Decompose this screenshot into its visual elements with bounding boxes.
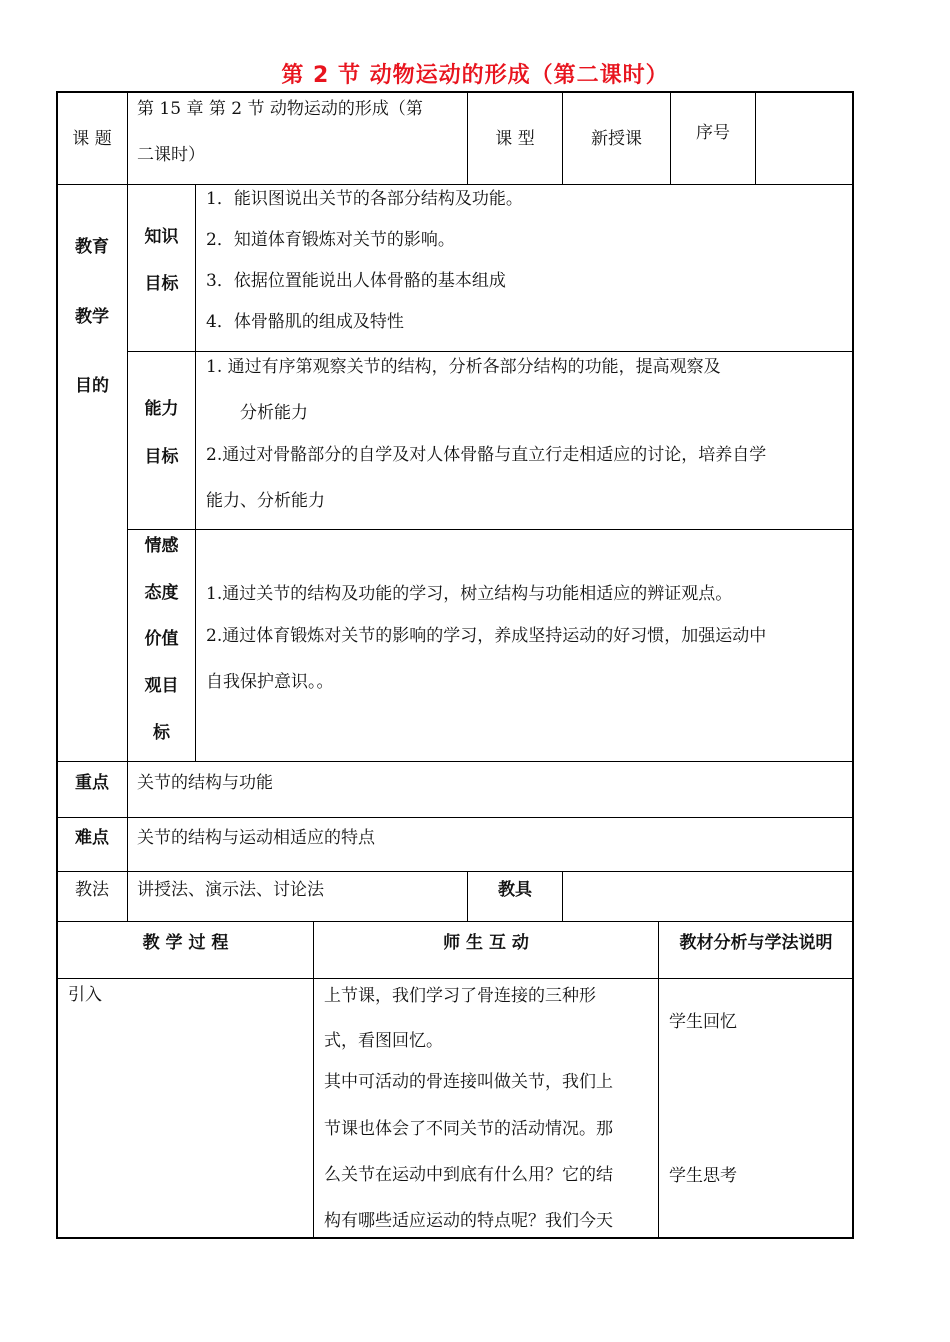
objectives-group-label: 教学 — [75, 307, 109, 327]
row-divider — [57, 761, 853, 762]
difficulty-label: 难点 — [75, 828, 109, 848]
row-divider — [127, 529, 853, 530]
method-value: 讲授法、演示法、讨论法 — [137, 880, 324, 900]
col-divider — [658, 921, 659, 1238]
emotion-line: 1.通过关节的结构及功能的学习，树立结构与功能相适应的辨证观点。 — [206, 584, 733, 604]
row-divider — [57, 978, 853, 979]
type-value: 新授课 — [591, 129, 642, 149]
col-divider — [313, 921, 314, 1238]
interaction-header: 师 生 互 动 — [443, 933, 529, 953]
emotion-label: 观目 — [144, 676, 179, 696]
col-divider — [195, 184, 196, 761]
topic-label: 课 题 — [72, 129, 112, 149]
emotion-label: 情感 — [144, 536, 179, 556]
row-divider — [57, 871, 853, 872]
key-point-value: 关节的结构与功能 — [137, 773, 273, 793]
emotion-label: 态度 — [144, 583, 179, 603]
ability-label: 能力 — [144, 399, 179, 419]
emotion-line: 自我保护意识。。 — [206, 672, 334, 692]
interaction-line: 式，看图回忆。 — [324, 1031, 443, 1051]
difficulty-value: 关节的结构与运动相适应的特点 — [137, 828, 375, 848]
topic-value-line2: 二课时） — [137, 145, 205, 165]
knowledge-label: 知识 — [144, 227, 179, 247]
knowledge-item: 1．能识图说出关节的各部分结构及功能。 — [206, 189, 523, 209]
col-divider — [562, 871, 563, 921]
row-divider — [57, 184, 853, 185]
seq-label: 序号 — [696, 123, 730, 143]
emotion-label: 标 — [153, 723, 170, 743]
col-divider — [127, 92, 128, 184]
interaction-line: 节课也体会了不同关节的活动情况。那 — [324, 1119, 613, 1139]
knowledge-item: 2．知道体育锻炼对关节的影响。 — [206, 230, 455, 250]
ability-line: 2.通过对骨骼部分的自学及对人体骨骼与直立行走相适应的讨论，培养自学 — [206, 445, 767, 465]
topic-value-line1: 第 15 章 第 2 节 动物运动的形成（第 — [137, 99, 423, 119]
row-divider — [127, 351, 853, 352]
ability-line: 1. 通过有序第观察关节的结构，分析各部分结构的功能，提高观察及 — [206, 357, 721, 377]
objectives-group-label: 教育 — [75, 237, 109, 257]
knowledge-label: 目标 — [144, 274, 179, 294]
knowledge-item: 4．体骨骼肌的组成及特性 — [206, 312, 404, 332]
interaction-line: 其中可活动的骨连接叫做关节，我们上 — [324, 1072, 613, 1092]
lesson-plan-table — [56, 91, 854, 1239]
notes-header: 教材分析与学法说明 — [679, 933, 833, 953]
method-label: 教法 — [75, 880, 109, 900]
ability-line: 能力、分析能力 — [206, 491, 325, 511]
objectives-group-label: 目的 — [75, 376, 109, 396]
key-point-label: 重点 — [75, 773, 109, 793]
row-divider — [57, 921, 853, 922]
knowledge-item: 3．依据位置能说出人体骨骼的基本组成 — [206, 271, 506, 291]
emotion-label: 价值 — [144, 629, 179, 649]
row-divider — [57, 817, 853, 818]
ability-line: 分析能力 — [240, 403, 308, 423]
emotion-line: 2.通过体育锻炼对关节的影响的学习，养成坚持运动的好习惯，加强运动中 — [206, 626, 767, 646]
interaction-line: 构有哪些适应运动的特点呢？我们今天 — [324, 1211, 613, 1231]
tools-label: 教具 — [498, 880, 532, 900]
interaction-line: 上节课，我们学习了骨连接的三种形 — [324, 986, 596, 1006]
note-line: 学生思考 — [669, 1166, 737, 1186]
process-stage: 引入 — [68, 985, 102, 1005]
ability-label: 目标 — [144, 447, 179, 467]
page-title: 第 2 节 动物运动的形成（第二课时） — [281, 63, 669, 88]
col-divider — [755, 92, 756, 184]
note-line: 学生回忆 — [669, 1012, 737, 1032]
process-header: 教 学 过 程 — [142, 933, 229, 953]
type-label: 课 型 — [495, 129, 535, 149]
interaction-line: 么关节在运动中到底有什么用？它的结 — [324, 1165, 613, 1185]
